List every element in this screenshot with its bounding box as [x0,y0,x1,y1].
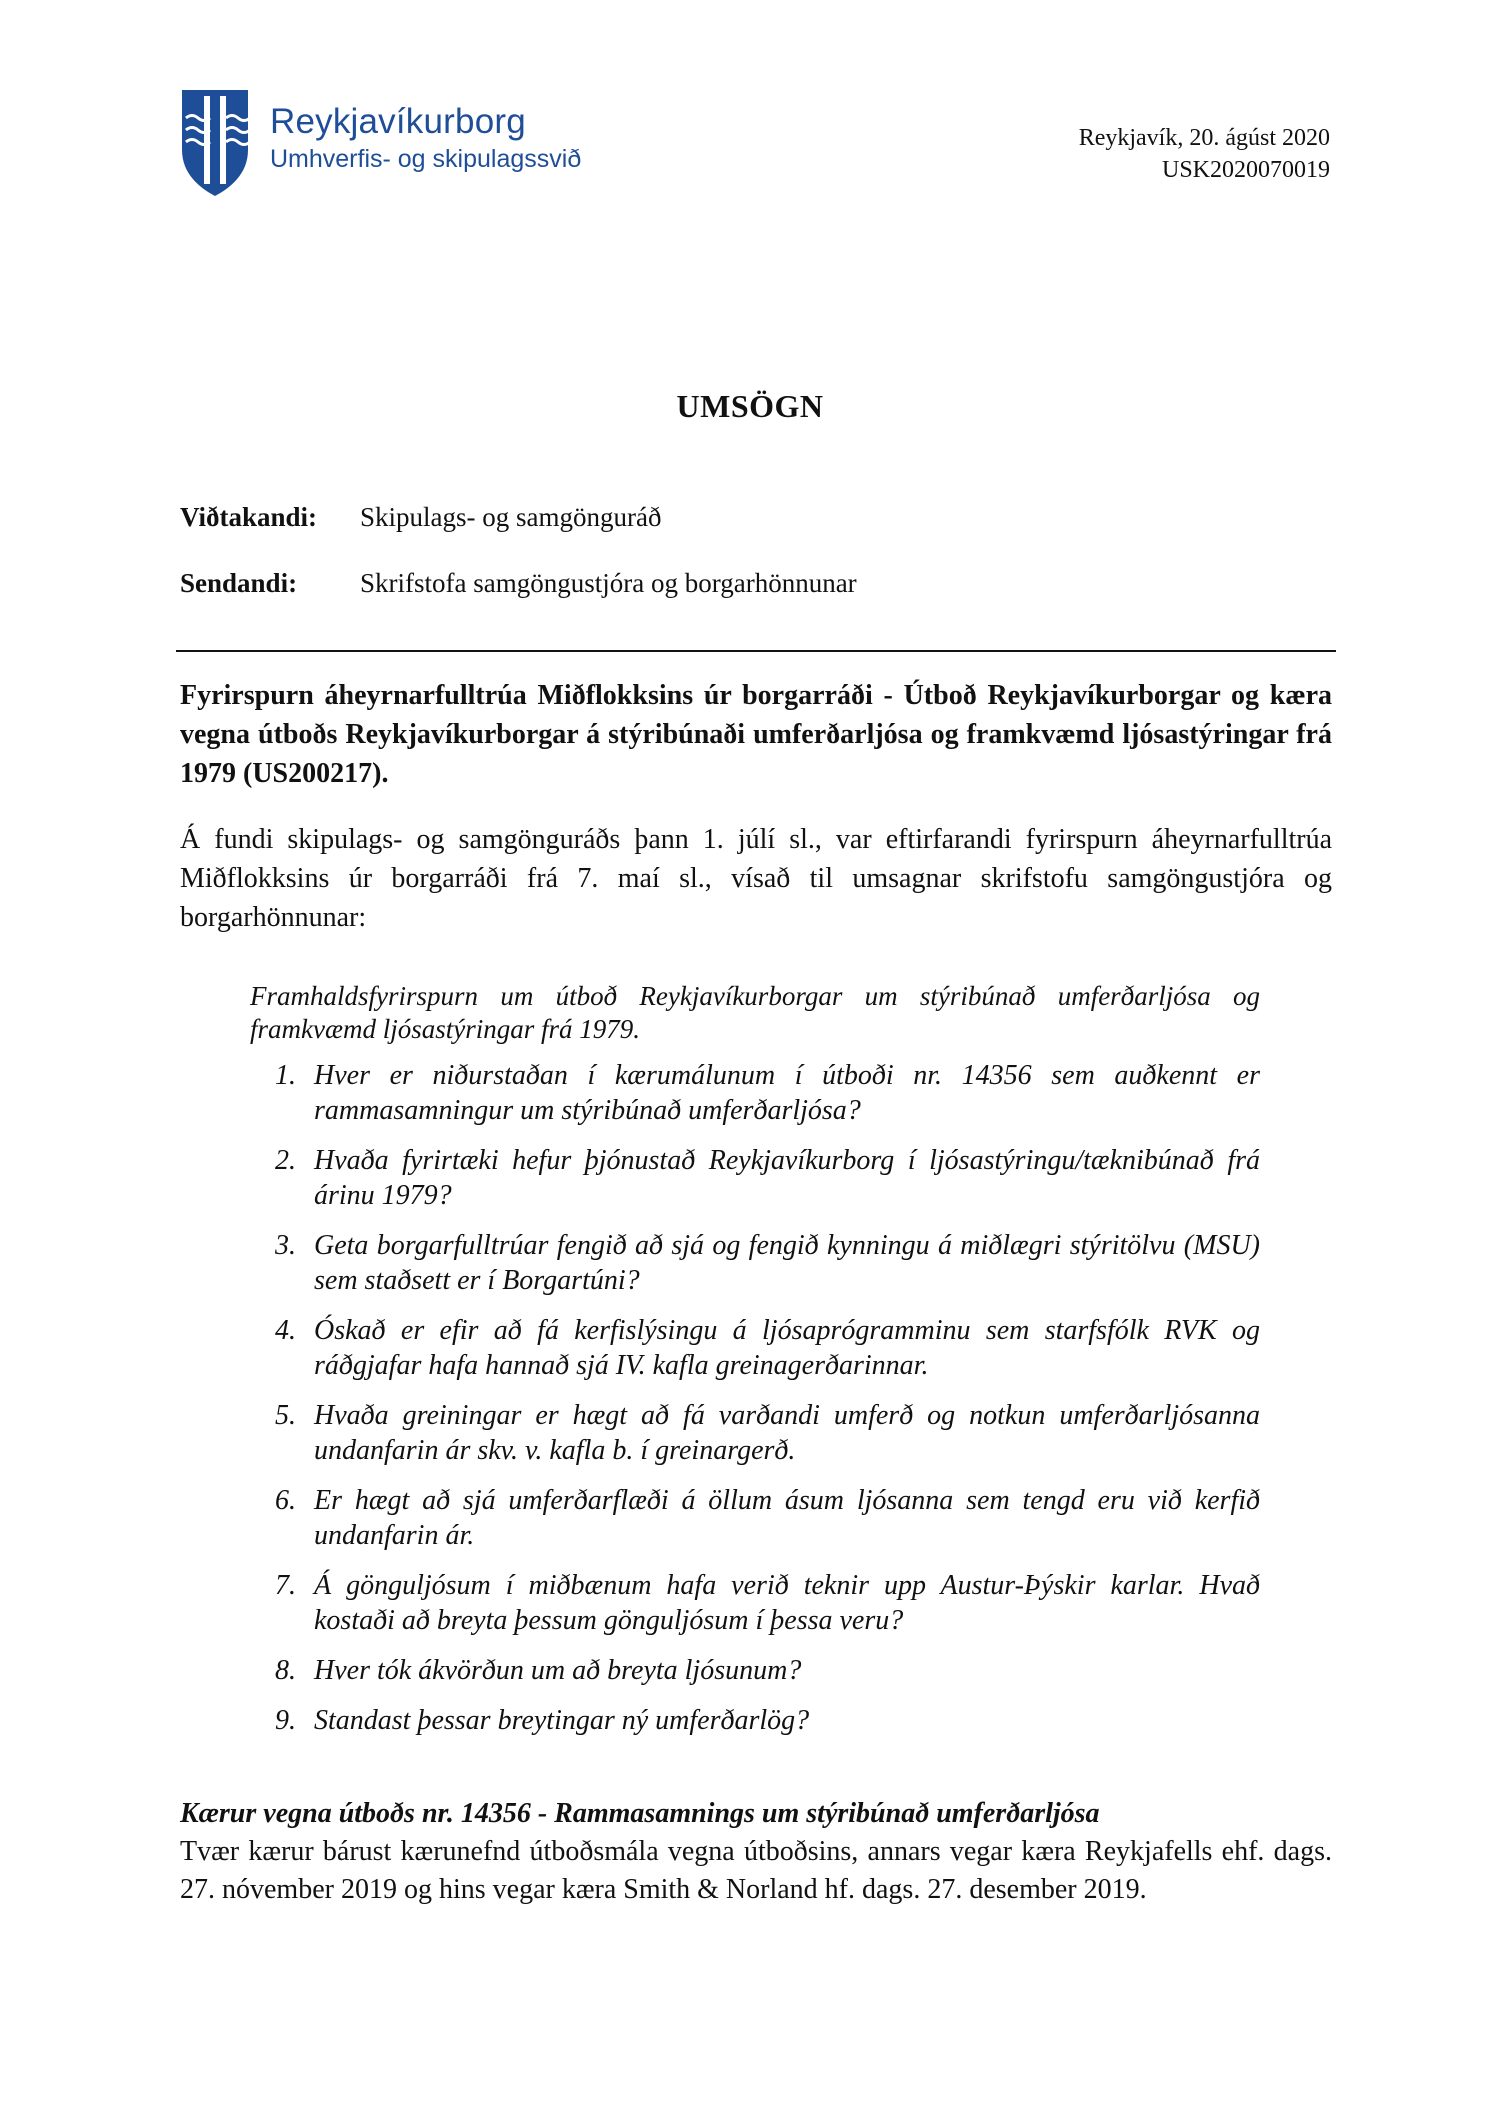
list-number: 7. [275,1570,296,1601]
intro-paragraph: Á fundi skipulags- og samgönguráðs þann 1. júlí sl., var eftirfarandi fyrirspurn áheyrnarfulltrúa Miðflokksins úr borgarráði frá 7. maí sl., vísað til umsagnar skrifstofu samgöngustjóra og borgarhönnunar: [180,824,1332,933]
list-number: 2. [275,1145,296,1176]
list-item [260,1483,1260,1553]
list-text: Hvaða greiningar er hægt að fá varðandi umferð og notkun umferðarljósanna undanfarin ár skv. v. kafla b. í greinargerð. [314,1400,1260,1466]
city-crest-icon [180,88,250,198]
section-paragraph: Tvær kærur bárust kærunefnd útboðsmála vegna útboðsins, annars vegar kæra Reykjafells ehf. dags. 27. nóvember 2019 og hins vegar kæra Smith & Norland hf. dags. 27. desember 2019. [180,1836,1332,1905]
list-number: 8. [275,1655,296,1686]
sender-line [180,568,857,599]
list-text: Hver tók ákvörðun um að breyta ljósunum? [314,1655,802,1686]
list-item [260,1703,1260,1738]
logo [180,88,581,198]
list-item [260,1313,1260,1383]
recipient-value: Skipulags- og samgönguráð [360,502,662,532]
list-text: Standast þessar breytingar ný umferðarlög? [314,1705,810,1736]
subject-heading: Fyrirspurn áheyrnarfulltrúa Miðflokksins úr borgarráði - Útboð Reykjavíkurborgar og kæra vegna útboðs Reykjavíkurborgar á stýribúnaði umferðarljósa og framkvæmd ljósastýringar frá 1979 (US200217). [180,680,1332,789]
list-text: Hver er niðurstaðan í kærumálunum í útboði nr. 14356 sem auðkennt er rammasamningur um stýribúnað umferðarljósa? [314,1060,1260,1126]
list-number: 6. [275,1485,296,1516]
list-text: Geta borgarfulltrúar fengið að sjá og fengið kynningu á miðlægri stýritölvu (MSU) sem staðsett er í Borgartúni? [314,1230,1260,1296]
recipient-label: Viðtakandi: [180,502,318,532]
sender-label: Sendandi: [180,568,298,598]
org-name: Reykjavíkurborg [270,102,526,141]
list-text: Hvaða fyrirtæki hefur þjónustað Reykjavíkurborg í ljósastýringu/tæknibúnað frá árinu 1979? [314,1145,1260,1211]
page-title: UMSÖGN [676,388,824,424]
list-item [260,1653,1260,1688]
list-item [260,1058,1260,1128]
list-text: Óskað er efir að fá kerfislýsingu á ljósaprógramminu sem starfsfólk RVK og ráðgjafar hafa hannað sjá IV. kafla greinagerðarinnar. [314,1315,1260,1381]
list-number: 4. [275,1315,296,1346]
recipient-line [180,502,661,533]
list-text: Er hægt að sjá umferðarflæði á öllum ásum ljósanna sem tengd eru við kerfið undanfarin ár. [314,1485,1260,1551]
document-meta [1079,122,1330,186]
list-number: 9. [275,1705,296,1736]
sender-value: Skrifstofa samgöngustjóra og borgarhönnunar [360,568,857,598]
department-name: Umhverfis- og skipulagssvið [270,145,582,173]
list-item [260,1228,1260,1298]
list-item [260,1143,1260,1213]
question-list [260,1058,1260,1753]
list-number: 5. [275,1400,296,1431]
list-number: 1. [275,1060,296,1091]
quote-intro: Framhaldsfyrirspurn um útboð Reykjavíkurborgar um stýribúnað umferðarljósa og framkvæmd ljósastýringar frá 1979. [250,981,1260,1044]
list-item [260,1568,1260,1638]
list-item [260,1398,1260,1468]
list-number: 3. [275,1230,296,1261]
logo-text [270,102,581,174]
document-date: Reykjavík, 20. ágúst 2020 [1078,125,1330,151]
document-reference: USK2020070019 [1161,157,1330,183]
list-text: Á gönguljósum í miðbænum hafa verið teknir upp Austur-Þýskir karlar. Hvað kostaði að breyta þessum gönguljósum í þessa veru? [314,1570,1260,1636]
section-heading: Kærur vegna útboðs nr. 14356 - Rammasamnings um stýribúnað umferðarljósa [180,1798,1100,1829]
divider [176,650,1336,652]
